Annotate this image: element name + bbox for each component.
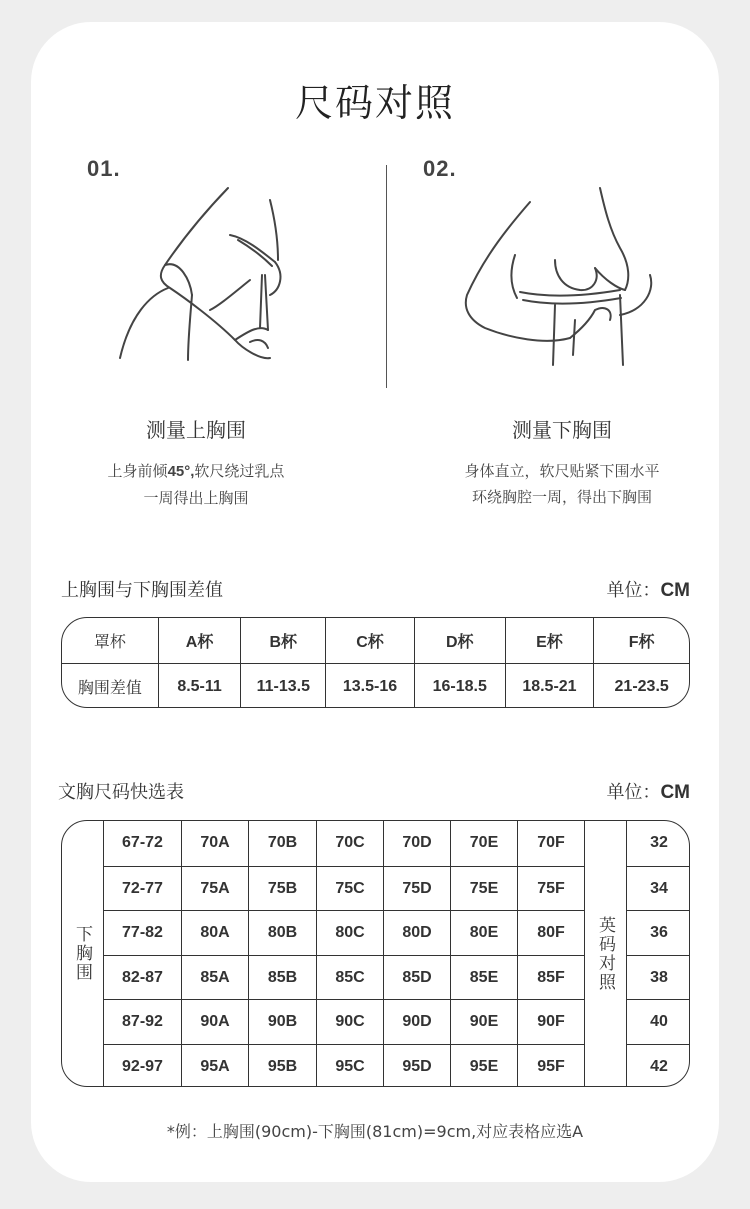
step-1-number: 01.: [87, 156, 121, 181]
uk-size-value: 38: [627, 955, 690, 1001]
size-cell: 75D: [383, 867, 450, 912]
difference-value: 8.5-11: [158, 664, 241, 708]
size-cell: 90E: [450, 1000, 517, 1045]
size-cell: 70D: [383, 821, 450, 866]
size-grid: [103, 821, 584, 1086]
size-row: [104, 866, 584, 912]
size-cell: 90B: [248, 1000, 316, 1045]
diff-table-title: 上胸围与下胸围差值: [61, 580, 223, 601]
cup-difference-table: [61, 617, 690, 708]
difference-value: 13.5-16: [325, 664, 414, 708]
size-cell: 80D: [383, 911, 450, 956]
upper-bust-measure-illustration: [110, 180, 300, 365]
under-bust-range: 72-77: [122, 879, 163, 897]
cup-header: E杯: [505, 618, 594, 663]
under-bust-range: 77-82: [122, 924, 163, 942]
cup-row-label: 罩杯: [93, 632, 126, 651]
quick-table-unit: 单位：CM: [606, 782, 690, 803]
difference-value: 16-18.5: [414, 664, 505, 708]
cup-header: A杯: [158, 618, 241, 663]
uk-size-value: 34: [627, 866, 690, 912]
step-1-description: 上身前倾45°,软尺绕过乳点 一周得出上胸围: [107, 462, 285, 507]
size-row: [104, 1044, 584, 1088]
uk-size-value: 42: [627, 1044, 690, 1088]
size-cell: 95B: [248, 1045, 316, 1088]
size-row: [104, 955, 584, 1001]
size-cell: 85A: [181, 956, 248, 1001]
cup-row: [62, 618, 689, 663]
step-2-number: 02.: [423, 156, 457, 181]
size-cell: 70F: [517, 821, 584, 866]
diff-table-unit: 单位：CM: [606, 580, 690, 601]
size-cell: 95D: [383, 1045, 450, 1088]
size-row: [104, 821, 584, 866]
size-cell: 85F: [517, 956, 584, 1001]
size-cell: 80B: [248, 911, 316, 956]
cup-header: B杯: [240, 618, 325, 663]
size-cell: 85D: [383, 956, 450, 1001]
size-cell: 70A: [181, 821, 248, 866]
cup-header: D杯: [414, 618, 505, 663]
uk-size-value: 32: [650, 834, 668, 852]
size-cell: 95C: [316, 1045, 383, 1088]
size-cell: 70B: [248, 821, 316, 866]
under-bust-label: 下胸围: [72, 925, 92, 982]
uk-size-value: 40: [627, 999, 690, 1045]
size-cell: 70E: [450, 821, 517, 866]
size-cell: 70C: [316, 821, 383, 866]
step-2-description: 身体直立，软尺贴紧下围水平 环绕胸腔一周，得出下胸围: [464, 462, 660, 506]
size-row: [104, 999, 584, 1045]
size-quick-select-table: [61, 820, 690, 1087]
example-footnote: *例：上胸围(90cm)-下胸围(81cm)=9cm,对应表格应选A: [166, 1122, 584, 1141]
size-cell: 95E: [450, 1045, 517, 1088]
under-bust-range: 82-87: [122, 968, 163, 986]
under-bust-range: 87-92: [122, 1013, 163, 1031]
size-cell: 75B: [248, 867, 316, 912]
size-cell: 80C: [316, 911, 383, 956]
uk-size-column: [627, 821, 690, 1086]
steps-divider: [386, 165, 387, 388]
size-cell: 75A: [181, 867, 248, 912]
size-cell: 85B: [248, 956, 316, 1001]
step-1-heading: 测量上胸围: [146, 418, 246, 442]
difference-value: 21-23.5: [593, 664, 689, 708]
size-cell: 75C: [316, 867, 383, 912]
size-cell: 90D: [383, 1000, 450, 1045]
size-cell: 85C: [316, 956, 383, 1001]
difference-row-label: 胸围差值: [77, 678, 142, 697]
uk-size-label: 英码对照: [584, 821, 627, 1086]
size-cell: 95F: [517, 1045, 584, 1088]
difference-value: 11-13.5: [240, 664, 325, 708]
size-cell: 80F: [517, 911, 584, 956]
size-cell: 90F: [517, 1000, 584, 1045]
size-cell: 75F: [517, 867, 584, 912]
size-cell: 95A: [181, 1045, 248, 1088]
step-2-heading: 测量下胸围: [512, 418, 612, 442]
size-cell: 85E: [450, 956, 517, 1001]
size-row: [104, 910, 584, 956]
size-cell: 75E: [450, 867, 517, 912]
size-cell: 90C: [316, 1000, 383, 1045]
under-bust-measure-illustration: [455, 180, 665, 370]
difference-row: [62, 663, 689, 708]
size-cell: 80E: [450, 911, 517, 956]
page-title: 尺码对照: [294, 81, 455, 125]
cup-header: F杯: [593, 618, 689, 663]
size-cell: 80A: [181, 911, 248, 956]
under-bust-range: 92-97: [122, 1057, 163, 1075]
quick-table-title: 文胸尺码快选表: [58, 782, 184, 803]
difference-value: 18.5-21: [505, 664, 594, 708]
under-bust-range: 67-72: [122, 834, 163, 852]
size-cell: 90A: [181, 1000, 248, 1045]
cup-header: C杯: [325, 618, 414, 663]
uk-size-value: 36: [627, 910, 690, 956]
